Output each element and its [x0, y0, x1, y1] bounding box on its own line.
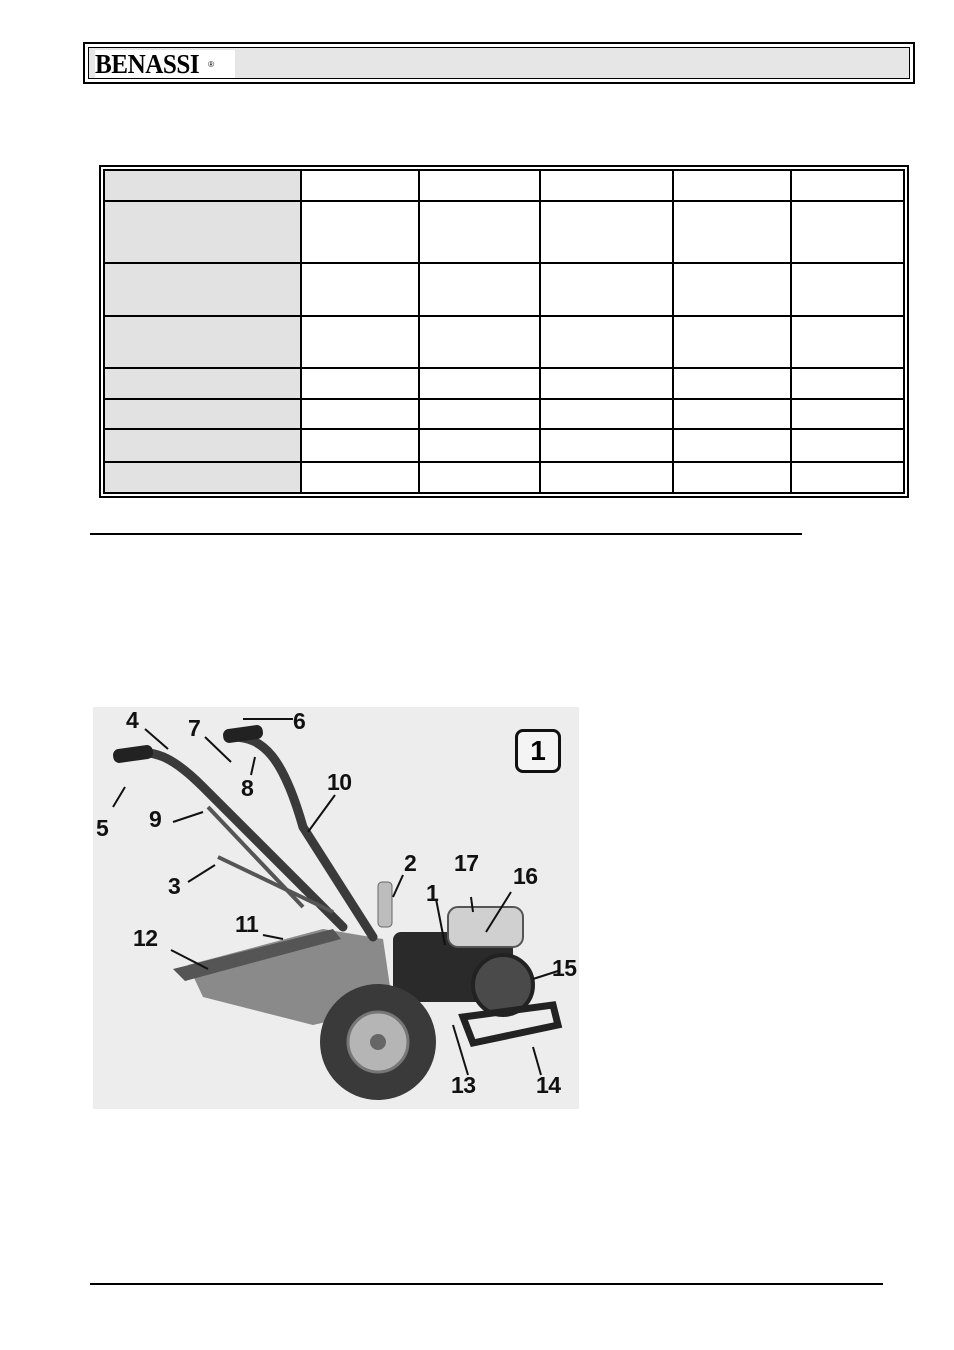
spec-cell	[419, 170, 540, 201]
benassi-logo	[95, 50, 235, 78]
spec-cell	[791, 429, 904, 462]
spec-cell	[791, 462, 904, 493]
spec-row	[104, 170, 904, 201]
spec-cell	[791, 263, 904, 316]
figure-1-tiller	[93, 707, 579, 1109]
spec-cell	[419, 429, 540, 462]
callout-1: 1	[426, 880, 439, 906]
callout-13: 13	[451, 1072, 476, 1098]
spec-cell	[791, 170, 904, 201]
spec-cell	[419, 462, 540, 493]
spec-row	[104, 368, 904, 399]
callout-5: 5	[96, 815, 109, 841]
callout-9: 9	[149, 806, 162, 832]
spec-cell	[673, 170, 791, 201]
spec-cell	[540, 462, 673, 493]
spec-cell	[540, 429, 673, 462]
page-header	[83, 42, 915, 84]
spec-cell	[301, 263, 419, 316]
callout-15: 15	[552, 955, 577, 981]
logo-registered-mark: ®	[208, 59, 214, 69]
spec-table-grid	[103, 169, 905, 494]
header-band	[88, 47, 910, 79]
figure-number-badge: 1	[515, 729, 561, 773]
wheel-hub	[370, 1034, 386, 1050]
callout-7: 7	[188, 715, 201, 741]
callout-8: 8	[241, 775, 254, 801]
spec-cell	[540, 201, 673, 263]
callout-10: 10	[327, 769, 352, 795]
callout-14: 14	[536, 1072, 561, 1098]
spec-cell	[791, 368, 904, 399]
spec-cell	[791, 316, 904, 369]
spec-row	[104, 316, 904, 369]
spec-cell	[301, 399, 419, 430]
spec-cell	[540, 316, 673, 369]
spec-cell	[791, 201, 904, 263]
spec-cell	[673, 316, 791, 369]
spec-cell	[673, 263, 791, 316]
spec-cell	[419, 368, 540, 399]
spec-row-label	[104, 462, 301, 493]
callout-2: 2	[404, 850, 417, 876]
spec-cell	[673, 462, 791, 493]
spec-cell	[791, 399, 904, 430]
spec-cell	[301, 201, 419, 263]
spec-cell	[673, 399, 791, 430]
specifications-table	[99, 165, 909, 498]
logo-text: BENASSI	[95, 48, 200, 79]
callout-4: 4	[126, 707, 139, 733]
spec-row-label	[104, 201, 301, 263]
callout-12: 12	[133, 925, 158, 951]
fuel-tank	[448, 907, 523, 947]
gear-lever	[378, 882, 392, 927]
spec-cell	[301, 170, 419, 201]
callout-17: 17	[454, 850, 479, 876]
spec-row-label	[104, 429, 301, 462]
spec-cell	[673, 368, 791, 399]
spec-row	[104, 399, 904, 430]
spec-cell	[301, 429, 419, 462]
spec-cell	[419, 399, 540, 430]
spec-row-label	[104, 399, 301, 430]
spec-cell	[673, 201, 791, 263]
spec-cell	[540, 368, 673, 399]
callout-6: 6	[293, 708, 306, 734]
section-divider	[90, 533, 802, 535]
spec-row-label	[104, 170, 301, 201]
footer-divider	[90, 1283, 883, 1285]
spec-row	[104, 201, 904, 263]
callout-16: 16	[513, 863, 538, 889]
spec-cell	[540, 170, 673, 201]
spec-cell	[301, 462, 419, 493]
spec-cell	[419, 316, 540, 369]
spec-cell	[301, 368, 419, 399]
callout-11: 11	[235, 911, 259, 937]
spec-cell	[301, 316, 419, 369]
spec-row	[104, 429, 904, 462]
spec-row-label	[104, 316, 301, 369]
spec-cell	[540, 263, 673, 316]
spec-cell	[673, 429, 791, 462]
spec-cell	[419, 201, 540, 263]
spec-row-label	[104, 263, 301, 316]
callout-3: 3	[168, 873, 181, 899]
spec-row	[104, 263, 904, 316]
spec-cell	[419, 263, 540, 316]
spec-row	[104, 462, 904, 493]
spec-row-label	[104, 368, 301, 399]
spec-cell	[540, 399, 673, 430]
tiller-illustration	[93, 707, 579, 1109]
